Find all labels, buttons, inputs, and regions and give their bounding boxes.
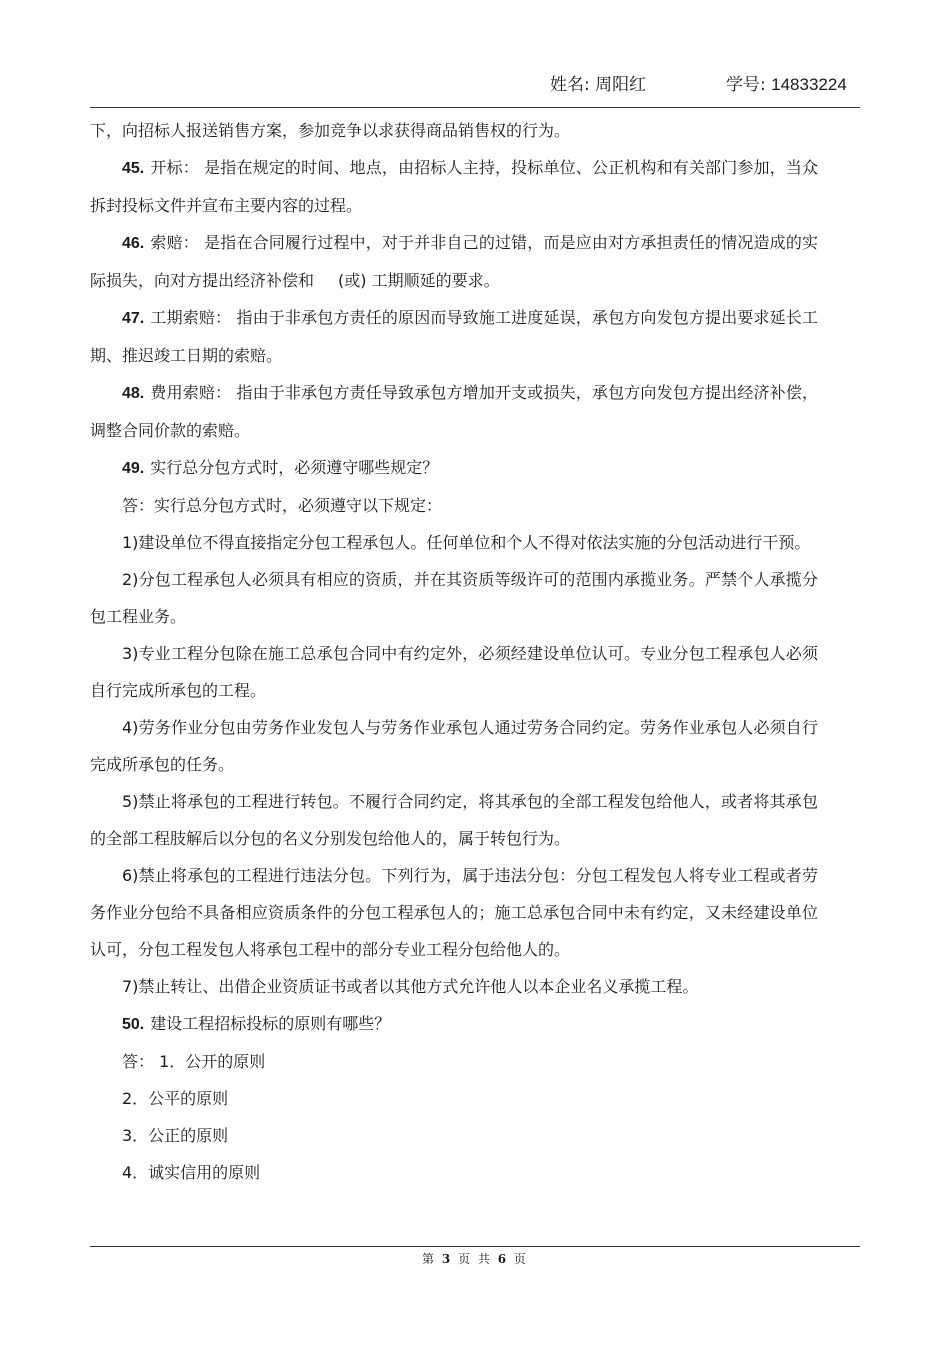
- item-48: 48. 费用索赔： 指由于非承包方责任导致承包方增加开支或损失，承包方向发包方提出经济补偿，调整合同价款的索赔。: [90, 383, 818, 440]
- document-body: [90, 112, 818, 1191]
- item-50-question: 50. 建设工程招标投标的原则有哪些？: [122, 1014, 391, 1033]
- item-49-answer: 答：实行总分包方式时，必须遵守以下规定：: [122, 496, 443, 515]
- rule-item: 2)分包工程承包人必须具有相应的资质，并在其资质等级许可的范围内承揽业务。严禁个人承揽分包工程业务。: [90, 570, 818, 626]
- principle-item: 2．公平的原则: [122, 1089, 229, 1108]
- item-49-question: 49. 实行总分包方式时，必须遵守哪些规定？: [122, 458, 439, 477]
- page-total: 6: [497, 1252, 509, 1266]
- principle-item: 答： 1．公开的原则: [122, 1052, 266, 1071]
- page-footer: 第 3 页 共 6 页: [422, 1252, 528, 1266]
- rule-item: 6)禁止将承包的工程进行违法分包。下列行为，属于违法分包：分包工程发包人将专业工程或者劳务作业分包给不具备相应资质条件的分包工程承包人的；施工总承包合同中未有约定，又未经建设单位认可，分包工程发包人将承包工程中的部分专业工程分包给他人的。: [90, 866, 818, 959]
- item-47: 47. 工期索赔： 指由于非承包方责任的原因而导致施工进度延误，承包方向发包方提出要求延长工期、推迟竣工日期的索赔。: [90, 308, 818, 365]
- student-name: 姓名: 周阳红: [550, 75, 647, 95]
- principle-item: 3．公正的原则: [122, 1126, 229, 1145]
- page-header: [90, 70, 860, 94]
- page-number: 3: [441, 1252, 453, 1266]
- item-46: 46. 索赔： 是指在合同履行过程中，对于并非自己的过错，而是应由对方承担责任的情况造成的实际损失，向对方提出经济补偿和 (或) 工期顺延的要求。: [90, 233, 818, 290]
- rule-item: 3)专业工程分包除在施工总承包合同中有约定外，必须经建设单位认可。专业分包工程承包人必须自行完成所承包的工程。: [90, 644, 818, 700]
- footer-rule: [90, 1246, 860, 1247]
- header-rule: [90, 107, 860, 108]
- rule-item: 5)禁止将承包的工程进行转包。不履行合同约定，将其承包的全部工程发包给他人，或者将其承包的全部工程肢解后以分包的名义分别发包给他人的，属于转包行为。: [90, 792, 818, 848]
- student-id: 学号: 14833224: [726, 75, 847, 95]
- item-45: 45. 开标： 是指在规定的时间、地点，由招标人主持，投标单位、公正机构和有关部门参加，当众拆封投标文件并宣布主要内容的过程。: [90, 158, 818, 215]
- rule-item: 1)建设单位不得直接指定分包工程承包人。任何单位和个人不得对依法实施的分包活动进行干预。: [122, 533, 811, 552]
- paragraph-continuation: 下，向招标人报送销售方案，参加竞争以求获得商品销售权的行为。: [90, 121, 571, 140]
- rule-item: 4)劳务作业分包由劳务作业发包人与劳务作业承包人通过劳务合同约定。劳务作业承包人必须自行完成所承包的任务。: [90, 718, 818, 774]
- rule-item: 7)禁止转让、出借企业资质证书或者以其他方式允许他人以本企业名义承揽工程。: [122, 977, 699, 996]
- principle-item: 4．诚实信用的原则: [122, 1163, 261, 1182]
